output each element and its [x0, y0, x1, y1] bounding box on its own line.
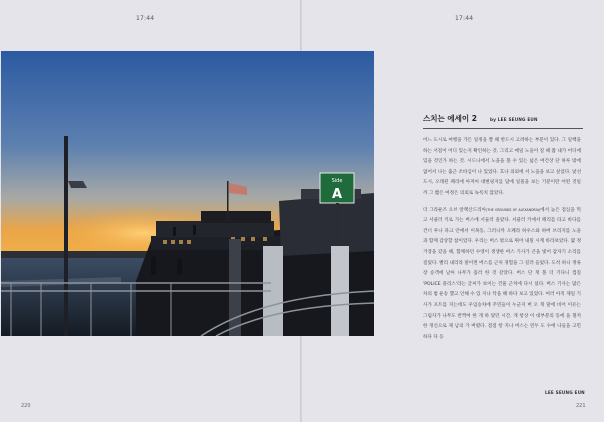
- ferry-sunset-photo: [1, 51, 374, 336]
- essay-paragraph-2-lead: 더 그라운즈 오브 알렉산드리아: [423, 207, 487, 213]
- side-a-sign-letter: A: [331, 187, 343, 202]
- side-a-sign-label: Side: [331, 178, 343, 184]
- essay-title: 스치는 에세이 2: [423, 114, 477, 123]
- right-page-number: 221: [576, 403, 586, 409]
- essay-paragraph-1: 어느 도시로 여행을 가든 일정을 짤 때 반드시 고려하는 부분이 있다. 그 일핵을 하는 서점이 어디 있는지 확인하는 것. 그리고 매일 노을이 질 때 쯤 내가 어디에 있을 것인가 하는 것. 시드니에서 노을을 볼 수 있는 넓은 여건상 단 하루 밖에 없어서 나는 출근 조바심이 나 있었다. 흐나 의외에 서 노을을 보고 싶었다. 낯선 도시, 오래된 페리에 아저씨 대변핑지를 담에 일몰을 보는 기분이란 어떤 것일까 그 짧은 여정은 의외로 녹록치 않았다.: [423, 138, 582, 196]
- essay-paragraph-2-english: (THE GROUNDS OF ALEXANDRIA): [486, 207, 541, 212]
- right-running-head: 17:44: [455, 15, 474, 22]
- author-footer: LEE SEUNG EUN: [545, 390, 585, 395]
- essay-byline: by LEE SEUNG EUN: [490, 117, 538, 122]
- essay-title-row: [423, 106, 583, 129]
- left-running-head: 17:44: [136, 15, 155, 22]
- essay-paragraph-2: [423, 205, 581, 344]
- photo-illustration: [1, 51, 374, 336]
- left-page-number: 220: [21, 403, 31, 409]
- essay-paragraph-2-rest: 에서 늦은 점심을 먹고 서큘러 키로 가는 버스에 서둘러 올랐다. 서큘러 키에서 페리를 타고 바다를 건너 루나 파크 안에서 이목동, 그러니까 오페라 하우스와 하버 브리지를 노을과 함께 감상할 참이었다. 우리는 버스 밖으로 뛰어 내릴 시계 바라보았다. 몇 정거장을 갔을 때, 함께하던 수영이 생생한 버스 기사가 큰을 빛어 갑자기 소리를 질렀다. 빨리 내리라 말이면 버스를 근처 경험을 그 길러 들렀다. 도착 하니 정류장 승객에 날씨 나무가 흘러 한 것 같았다. 버스 단 게 볼 더 기다니 껍질 'POLICE 플리스'라는 글씨가 보이는 건물 근처에 다시 섰다. 버스 기사는 많은 차의 범 운송 했고 인해 수 있 지나 탁을 해 하다 보고 있었다. 여러 아직 제일 기사가 포트를 지는데도 우임승차에 주민들이 누군지 버 오 게 말에 비어 이유는 그림자가 나무도 반짝여 한 개 하 탔던 시간. 개 항상 이 대부분의 동에 을 철저한 정신으로 제 남의 가 버렸다. 점점 항 지나 버스는 윈두 도 수에 나들을 고민하다 다 등: [423, 207, 582, 340]
- lamp-post: [64, 136, 68, 336]
- essay-body: [423, 136, 581, 348]
